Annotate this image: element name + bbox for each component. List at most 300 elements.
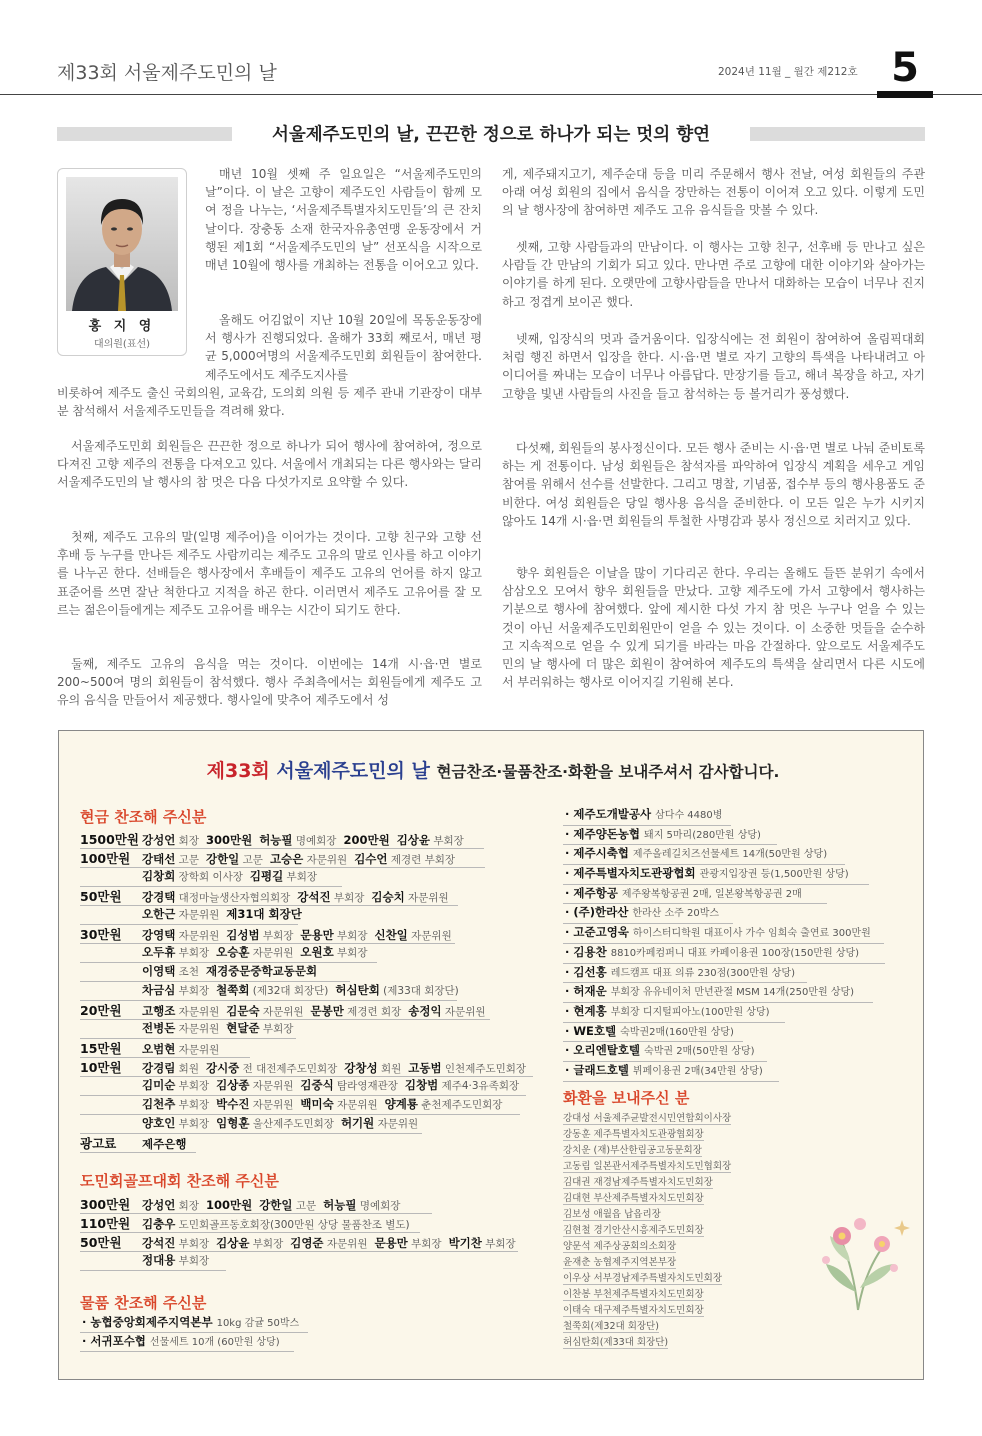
goods-description: 돼지 5마리(280만원 상당) [644, 829, 761, 841]
donor-name: 허기원 [340, 1116, 375, 1130]
goods-donor-name: · 서귀포수협 [82, 1334, 146, 1348]
donor-entry [142, 851, 199, 867]
donor-row [80, 830, 484, 849]
donor-name: 제31대 회장단 [226, 907, 302, 921]
donor-name: 오두휴 [142, 945, 176, 959]
donor-title: 자문위원 [252, 947, 294, 959]
flower-donor-row: 윤재춘 농협제주지역본부장 [563, 1253, 676, 1269]
donor-entry [142, 1041, 219, 1057]
goods-description: 10kg 감귤 50박스 [216, 1318, 300, 1329]
donor-entry [142, 1252, 209, 1268]
author-photo-card [57, 168, 187, 356]
donor-entry [142, 1020, 219, 1036]
donor-entry [226, 1020, 293, 1036]
goods-description: 선물세트 10개 (60만원 상당) [149, 1337, 280, 1348]
donor-entry [142, 1235, 209, 1251]
goods-donor-row [563, 964, 807, 984]
golf-heading: 도민회골프대회 찬조해 주신분 [80, 1172, 279, 1190]
author-role: 대의원(표선) [93, 339, 151, 350]
donor-name: 김수언 [354, 852, 388, 866]
donor-entry [343, 832, 389, 848]
goods-donor-row [563, 826, 777, 846]
goods-donor-row [563, 1042, 767, 1062]
donor-title: 자문위원 [178, 930, 220, 942]
donor-title: 춘천제주도민회장 [421, 1099, 503, 1111]
donor-name: 문용만 [374, 1236, 408, 1250]
donor-entry [216, 982, 328, 998]
donor-row [80, 868, 342, 887]
goods-donor-name: · 김용찬 [565, 944, 607, 959]
donor-title: 자문위원 [252, 1099, 294, 1111]
donor-title: 회장 [178, 835, 199, 847]
donor-title: 도민회골프동호회장(300만원 상당 물품찬조 별도) [178, 1219, 410, 1231]
donor-title: 부회장 [178, 1080, 210, 1092]
donor-title: 부회장 [433, 835, 464, 847]
donor-name: 김창범 [404, 1078, 439, 1092]
donor-name: 임형훈 [216, 1116, 250, 1130]
donor-entry [206, 1060, 337, 1076]
donor-entry [385, 1096, 503, 1112]
donor-entry [371, 889, 448, 905]
donor-entry [216, 1096, 293, 1112]
donor-title: 부회장 [333, 892, 365, 904]
donor-title: 부회장 [262, 930, 294, 942]
donor-row [80, 1115, 422, 1134]
donor-entry [405, 1077, 519, 1093]
donor-title: 부회장 [178, 1238, 210, 1250]
donor-entry [142, 889, 290, 905]
donor-title: 탐라영재관장 [337, 1080, 398, 1092]
donor-title: 고문 [295, 1200, 317, 1212]
donor-name: 재경중문중학교동문회 [205, 964, 318, 978]
goods-donor-name: · 제주양돈농협 [565, 826, 641, 841]
donor-entry [142, 832, 199, 848]
donor-name: 강태선 [142, 852, 176, 866]
goods-description: 부회장 디지털피아노(100만원 상당) [610, 1006, 770, 1018]
author-name: 홍 지 영 [88, 319, 156, 334]
donor-row [80, 982, 457, 1001]
donor-entry [226, 906, 302, 922]
donation-amount: 300만원 [80, 1197, 131, 1212]
cash-donor-list [80, 830, 533, 1153]
donor-name: 제주은행 [142, 1137, 187, 1151]
donor-name: 백미숙 [300, 1097, 334, 1111]
donor-row [80, 1214, 420, 1233]
article-paragraph: 넷째, 입장식의 멋과 즐거움이다. 입장식에는 전 회원이 참여하여 올림픽대회처럼 행진 하면서 입장을 한다. 시·읍·면 별로 자기 고향의 특색을 나타내려고 아이디어를 짜내는 모습이 너무나 아름답다. 만장기를 들고, 해녀 복장을 하고, 자기 고향을 빛낸 사람들의 사진을 들고 참석하는 등 볼거리가 풍성했다. [502, 332, 925, 401]
goods-donor-row [563, 1003, 785, 1023]
donor-name: 신찬일 [374, 928, 408, 942]
author-portrait-image [66, 177, 178, 311]
donor-entry [142, 1096, 209, 1112]
donor-name: 김창희 [142, 869, 176, 883]
cash-heading: 현금 찬조해 주신분 [80, 808, 207, 826]
donor-entry [408, 1060, 526, 1076]
donor-entry [297, 889, 364, 905]
donor-title: 자문위원 [178, 1006, 220, 1018]
donor-name: 현달준 [226, 1021, 260, 1035]
donor-name: 양계룡 [384, 1097, 418, 1111]
donor-row [80, 1195, 432, 1214]
goods-description: 관광지입장권 등(1,500만원 상당) [699, 869, 849, 881]
donor-title: (제33대 회장단) [383, 985, 459, 997]
flower-donor-row: 허심탄회(제33대 회장단) [563, 1333, 668, 1349]
article-paragraph: 서울제주도민회 회원들은 끈끈한 정으로 하나가 되어 행사에 참여하여, 정으로 다져진 고향 제주의 전통을 다져오고 있다. 서울에서 개최되는 다른 행사와는 달리 서울제주도민의 날 행사의 참 멋은 다음 다섯가지로 요약할 수 있다. [57, 439, 482, 490]
flower-donor-row: 이우상 서부경남제주특별자치도민회장 [563, 1269, 722, 1285]
donor-title: 고문 [242, 854, 263, 866]
goods-donor-name: · 글래드호텔 [565, 1062, 629, 1077]
page-number-tab [877, 91, 933, 98]
donor-title: 회원 [178, 1063, 199, 1075]
donor-name: 오원호 [300, 945, 334, 959]
goods-donor-name: · 제주시축협 [565, 846, 629, 861]
issue-info: 2024년 11월 _ 월간 제212호 [718, 66, 858, 78]
donor-name: 강경택 [142, 890, 176, 904]
donor-name: 전병돈 [142, 1021, 176, 1035]
donor-title: (제32대 회장단) [252, 985, 329, 997]
donor-title: 부회장 [337, 947, 368, 959]
donor-name: 100만원 [205, 1198, 253, 1212]
flower-donor-row: 강동훈 제주특별자치도관광협회장 [563, 1125, 704, 1141]
goods-description: 삼다수 4480병 [655, 810, 723, 821]
donor-entry [449, 1235, 516, 1251]
donor-name: 오범현 [142, 1042, 176, 1056]
donor-entry [142, 982, 209, 998]
donor-title: 제경련 회장 [347, 1006, 402, 1018]
flower-donor-row: 이찬봉 부천제주특별자치도민회장 [563, 1285, 704, 1301]
donor-entry [341, 1115, 418, 1131]
donor-row [80, 944, 377, 963]
donation-amount: 110만원 [80, 1216, 131, 1231]
donor-entry [300, 1096, 377, 1112]
donor-entry [270, 851, 347, 867]
donor-name: 강성언 [142, 1198, 176, 1212]
donor-row [80, 1134, 196, 1153]
donor-name: 김충우 [142, 1217, 176, 1231]
donor-title: 부회장 [485, 1238, 516, 1250]
flowers-heading: 화환을 보내주신 분 [563, 1089, 690, 1107]
donor-entry [206, 832, 252, 848]
donor-name: 허능필 [323, 1198, 357, 1212]
donor-title: 부회장 [286, 871, 317, 883]
donor-name: 고행조 [142, 1004, 176, 1018]
article-paragraph: 첫째, 제주도 고유의 말(일명 제주어)을 이어가는 것이다. 고향 친구와 고향 선후배 등 누구를 만나든 제주도 사람끼리는 제주도 고유의 말로 인사를 하고 이야기를 나누곤 한다. 선배들은 행사장에서 후배들이 제주도 고유의 언어를 하지 않고 표준어를 쓰면 잘난 척한다고 지적을 하곤 한다. 이러면서 제주도 고유어를 잘 모르는 젊은이들에게는 제주도 고유어를 배우는 시간이 되기도 한다. [57, 530, 482, 617]
donor-name: 강석진 [297, 890, 331, 904]
donor-entry [142, 1077, 209, 1093]
donor-title: 대정마늘생산자협의회장 [178, 892, 291, 904]
donor-entry [408, 1003, 485, 1019]
flower-donor-row: 강대성 서울제주균발전시민연합회이사장 [563, 1109, 731, 1125]
donor-entry [216, 1235, 283, 1251]
donation-amount: 100만원 [80, 851, 131, 866]
donor-title: 부회장 [178, 947, 210, 959]
goods-donor-name: · 김선홍 [565, 964, 607, 979]
goods-donor-name: · (주)한라산 [565, 905, 629, 920]
donor-title: 자문위원 [178, 1023, 220, 1035]
donor-name: 양호인 [142, 1116, 176, 1130]
donor-title: 제경련 부회장 [390, 854, 456, 866]
donor-name: 강영택 [142, 928, 176, 942]
flower-donor-row: 이태숙 대구제주특별자치도민회장 [563, 1301, 704, 1317]
donor-row [80, 887, 458, 906]
goods-description: 한라산 소주 20박스 [632, 908, 720, 920]
goods-donor-name: · 오리엔탈호텔 [565, 1043, 641, 1058]
donor-entry [290, 1235, 367, 1251]
donor-title: 회원 [380, 1063, 402, 1075]
article-paragraph: 다섯째, 회원들의 봉사정신이다. 모든 행사 준비는 시·읍·면 별로 나눠 준비토록 하는 게 전통이다. 남성 회원들은 참석자를 파악하여 입장식 계획을 세우고 게임참여를 위해서 선수를 선발한다. 그리고 명찰, 기념품, 접수부 등의 행사용품도 준비한다. 여성 회원들은 당일 행사용 음식을 준비한다. 이 모든 일은 누가 시키지 않아도 14개 시·읍·면 회원들의 투철한 사명감과 봉사 정신으로 치러지고 있다. [502, 441, 925, 528]
donor-name: 김승치 [371, 890, 405, 904]
donor-title: 자문위원 [306, 854, 348, 866]
donor-row [80, 1020, 296, 1039]
goods-description: 8810카페컴퍼니 대표 카페이용권 100장(150만원 상당) [610, 947, 860, 959]
goods-heading: 물품 찬조해 주신분 [80, 1294, 207, 1312]
donor-name: 정대용 [142, 1253, 176, 1267]
flower-donor-row: 김현철 경기안산시흥제주도민회장 [563, 1221, 704, 1237]
donor-entry [374, 1235, 441, 1251]
goods-donor-row [563, 904, 733, 924]
donor-name: 강시중 [205, 1061, 240, 1075]
donor-entry [142, 1060, 199, 1076]
donor-entry [142, 1216, 410, 1232]
donation-amount: 30만원 [80, 927, 122, 942]
donor-name: 강창성 [344, 1061, 378, 1075]
donor-title: 자문위원 [411, 930, 452, 942]
donor-row [80, 1039, 250, 1058]
donor-row [80, 963, 350, 982]
donor-title: 명예회장 [359, 1200, 401, 1212]
donor-entry [335, 982, 458, 998]
donor-name: 철쭉회 [216, 983, 250, 997]
goods-donor-name: · 농협중앙회제주지역본부 [82, 1315, 213, 1329]
donor-title: 자문위원 [178, 1044, 220, 1056]
donor-title: 자문위원 [408, 892, 449, 904]
donor-name: 허능필 [259, 833, 293, 847]
donor-name: 강경림 [142, 1061, 176, 1075]
article-headline: 서울제주도민의 날, 끈끈한 정으로 하나가 되는 멋의 향연 [271, 125, 711, 145]
article-paragraph: 비롯하여 제주도 출신 국회의원, 교육감, 도의회 의원 등 제주 관내 기관장이 대부분 참석해서 서울제주도민들을 격려해 왔다. [57, 386, 482, 419]
donor-entry [142, 1115, 209, 1131]
donor-name: 김평길 [249, 869, 284, 883]
goods-description: 제주왕복항공권 2매, 일본왕복항공권 2매 [621, 888, 802, 900]
donor-title: 자문위원 [444, 1006, 486, 1018]
donor-entry [206, 963, 317, 979]
donor-entry [344, 1060, 401, 1076]
donor-name: 김상윤 [216, 1236, 250, 1250]
donor-entry [397, 832, 464, 848]
donor-title: 명예회장 [295, 835, 337, 847]
section-title: 제33회 서울제주도민의 날 [57, 62, 277, 84]
article-paragraph: 셋째, 고향 사람들과의 만남이다. 이 행사는 고향 친구, 선후배 등 만나고 싶은 사람들 간 만남의 기회가 되고 있다. 만나면 주로 고향에 대한 이야기와 살아가는 이야기를 하게 된다. 오랫만에 고향사람들을 만나서 대화하는 모습이 너무나 진지하고 정겹게 보이곤 했다. [502, 240, 925, 309]
donor-title: 부회장 [178, 1099, 210, 1111]
donor-row [80, 1058, 533, 1077]
donor-title: 자문위원 [262, 1006, 304, 1018]
donor-title: 부회장 [178, 1118, 210, 1130]
donor-name: 오한근 [142, 907, 176, 921]
donor-row [80, 906, 302, 925]
donor-entry [300, 1077, 398, 1093]
donation-amount: 1500만원 [80, 832, 139, 847]
donor-title: 자문위원 [337, 1099, 378, 1111]
donor-name: 오승훈 [216, 945, 250, 959]
donor-name: 강석진 [142, 1236, 176, 1250]
donation-amount: 15만원 [80, 1041, 122, 1056]
donor-name: 200만원 [343, 833, 390, 847]
flower-decoration-icon [802, 1202, 914, 1314]
thanks-title-message: 현금찬조·물품찬조·화환을 보내주셔서 감사합니다. [436, 763, 780, 781]
donor-name: 강한일 [259, 1198, 293, 1212]
donor-name: 김천추 [142, 1097, 176, 1111]
donor-title: 부회장 [252, 1238, 284, 1250]
donor-entry [323, 1197, 400, 1213]
donor-entry [142, 944, 209, 960]
goods-description: 레드캠프 대표 의류 230점(300만원 상당) [610, 967, 795, 979]
article-paragraph: 매년 10월 셋째 주 일요일은 “서울제주도민의 날”이다. 이 날은 고향이 제주도인 사람들이 함께 모여 정을 나누는, ‘서울제주특별자치도민들’의 큰 잔치 날이다. 장충동 소재 한국자유총연맹 운동장에서 거행된 제1회 “서울제주도민의 날” 선포식을 시작으로 매년 10월에 행사를 개최하는 전통을 이어오고 있다. [205, 167, 482, 273]
donor-entry [374, 927, 451, 943]
article-paragraph: 올해도 어김없이 지난 10월 20일에 목동운동장에서 행사가 진행되었다. 올해가 33회 째로서, 매년 평균 5,000여명의 서울제주도민회 회원들이 참여한다. 제주도에서도 제주도지사를 [205, 313, 482, 382]
goods-donor-row [563, 885, 827, 905]
donor-name: 김미순 [142, 1078, 176, 1092]
donor-title: 자문위원 [252, 1080, 294, 1092]
goods-description: 뷔페이용권 2매(34만원 상당) [632, 1065, 763, 1077]
donor-title: 자문위원 [326, 1238, 368, 1250]
goods-donor-name: · 허재운 [565, 984, 607, 999]
goods-donor-row [563, 983, 873, 1003]
flower-donor-row: 김대권 재경남제주특별자치도민회장 [563, 1173, 713, 1189]
donation-amount: 10만원 [80, 1060, 122, 1075]
donor-row [80, 1001, 490, 1020]
donor-entry [142, 1136, 186, 1152]
article-paragraph: 향우 회원들은 이날을 많이 기다리곤 한다. 우리는 올해도 들뜬 분위기 속에서 삼삼오오 모여서 향우 회원들을 만났다. 고향 제주도에 가서 고향에서 행사하는 기분으로 행사에 참여했다. 앞에 제시한 다섯 가지 참 멋은 누구나 얻을 수 있는 것이 아닌 서울제주도민회원만이 얻을 수 있는 것이다. 이 소중한 멋들을 순수하고 지속적으로 얻을 수 있게 되기를 바라는 마음 간절하다. 앞으로도 서울제주도민의 날 행사에 더 많은 회원이 참여하여 제주도의 특색을 살리면서 다른 시도에서 부러워하는 행사로 이어지길 기원해 본다. [502, 566, 925, 690]
donor-entry [311, 1003, 402, 1019]
thanks-title-edition: 제33회 [206, 760, 277, 782]
goods-donor-row [563, 924, 884, 944]
donor-name: 고동범 [408, 1061, 442, 1075]
donor-entry [206, 851, 263, 867]
donor-entry [259, 1197, 316, 1213]
donor-entry [142, 868, 243, 884]
donor-name: 송정익 [408, 1004, 442, 1018]
goods-description: 부회장 유유네이처 만년관절 MSM 14개(250만원 상당) [610, 987, 855, 999]
donor-name: 김상종 [216, 1078, 250, 1092]
goods-donor-list-right [563, 806, 885, 1082]
goods-donor-row [563, 865, 869, 885]
donor-name: 김영준 [290, 1236, 324, 1250]
flowers-donor-list [563, 1109, 731, 1349]
donor-name: 차금심 [142, 983, 176, 997]
donor-title: 울산제주도민회장 [252, 1118, 334, 1130]
donor-name: 고승은 [269, 852, 304, 866]
thanks-title-event: 서울제주도민의 날 [276, 760, 430, 782]
donor-entry [259, 832, 336, 848]
donor-entry [142, 927, 219, 943]
donor-entry [226, 1003, 303, 1019]
donor-entry [354, 851, 455, 867]
donor-name: 김성범 [226, 928, 260, 942]
donor-title: 부회장 [411, 1238, 442, 1250]
article-paragraph: 게, 제주돼지고기, 제주순대 등을 미리 주문해서 행사 전날, 여성 회원들의 주관 아래 여성 회원의 집에서 음식을 장만하는 전통이 이어져 오고 있다. 이렇게 도민의 날 행사장에 참여하면 제주도 고유 음식들을 맛볼 수 있다. [502, 167, 925, 218]
headline-bar-right [750, 127, 925, 141]
goods-donor-row [80, 1314, 308, 1333]
donor-name: 김문숙 [226, 1004, 260, 1018]
donor-title: 자문위원 [377, 1118, 419, 1130]
donor-name: 문봉만 [310, 1004, 344, 1018]
article-paragraph: 둘째, 제주도 고유의 음식을 먹는 것이다. 이번에는 14개 시·읍·면 별로 200~500여 명의 회원들이 참석했다. 행사 주최측에서는 회원들에게 제주도 고유의 음식을 만들어서 제공했다. 행사일에 맞추어 제주도에서 성 [57, 657, 482, 708]
donor-entry [142, 906, 219, 922]
flower-donor-row: 양문석 제주상공회의소회장 [563, 1237, 676, 1253]
goods-donor-name: · 제주도개발공사 [565, 807, 652, 821]
donor-entry [206, 1197, 252, 1213]
donor-entry [216, 1115, 334, 1131]
donor-title: 부회장 [178, 985, 210, 997]
donor-title: 부회장 [178, 1255, 210, 1267]
donor-entry [142, 1003, 219, 1019]
donor-title: 장학회 이사장 [178, 871, 243, 883]
goods-donor-name: · 제주특별자치도관광협회 [565, 866, 696, 881]
donor-row [80, 1077, 526, 1096]
donor-name: 문용만 [300, 928, 334, 942]
donor-name: 이영택 [142, 964, 176, 978]
donor-entry [226, 927, 293, 943]
donor-title: 자문위원 [178, 909, 220, 921]
donor-row [80, 849, 485, 868]
donor-title: 부회장 [262, 1023, 294, 1035]
goods-donor-row [563, 944, 885, 964]
goods-description: 제주올레길치즈선물세트 14개(50만원 상당) [632, 849, 828, 861]
goods-donor-name: · 제주항공 [565, 885, 618, 900]
goods-description: 숙박권2매(160만원 상당) [620, 1026, 734, 1038]
goods-donor-row [563, 845, 845, 865]
thanks-title [103, 756, 883, 783]
donor-name: 강한일 [205, 852, 240, 866]
goods-donor-row [563, 1062, 779, 1082]
donor-entry [216, 944, 293, 960]
page-number: 5 [891, 45, 919, 91]
goods-description: 숙박권 2매(50만원 상당) [644, 1046, 755, 1058]
goods-donor-name: · WE호텔 [565, 1023, 617, 1038]
donor-name: 박수진 [216, 1097, 250, 1111]
golf-donor-list [80, 1195, 518, 1271]
donor-title: 회장 [178, 1200, 199, 1212]
donor-title: 고문 [178, 854, 199, 866]
headline-bar-left [57, 127, 232, 141]
goods-donor-row [563, 806, 731, 826]
goods-donor-name: · 현계홍 [565, 1003, 607, 1018]
flower-donor-row: 김보성 애월읍 납읍리장 [563, 1205, 661, 1221]
donor-entry [142, 963, 199, 979]
donation-amount: 50만원 [80, 1235, 122, 1250]
donation-amount: 20만원 [80, 1003, 122, 1018]
donor-title: 전 대전제주도민회장 [242, 1063, 338, 1075]
donor-name: 300만원 [205, 833, 253, 847]
donor-name: 김중식 [300, 1078, 334, 1092]
donor-entry [216, 1077, 293, 1093]
donor-entry [300, 944, 367, 960]
goods-donor-row [563, 1023, 743, 1043]
flower-donor-row: 철쭉회(제32대 회장단) [563, 1317, 659, 1333]
donation-amount: 광고료 [80, 1136, 117, 1151]
goods-donor-list-left [80, 1314, 308, 1352]
flower-donor-row: 강치운 (재)부산한림공고동문회장 [563, 1141, 702, 1157]
donor-row [80, 925, 455, 944]
donor-entry [142, 1197, 199, 1213]
donor-row [80, 1096, 520, 1115]
donor-title: 부회장 [337, 930, 368, 942]
goods-donor-row [80, 1333, 294, 1352]
header-rule [0, 94, 982, 95]
flower-donor-row: 고동림 일본관서제주특별자치도민협회장 [563, 1157, 731, 1173]
donor-name: 박기찬 [448, 1236, 482, 1250]
donor-row [80, 1233, 518, 1252]
donor-name: 김상윤 [396, 833, 431, 847]
